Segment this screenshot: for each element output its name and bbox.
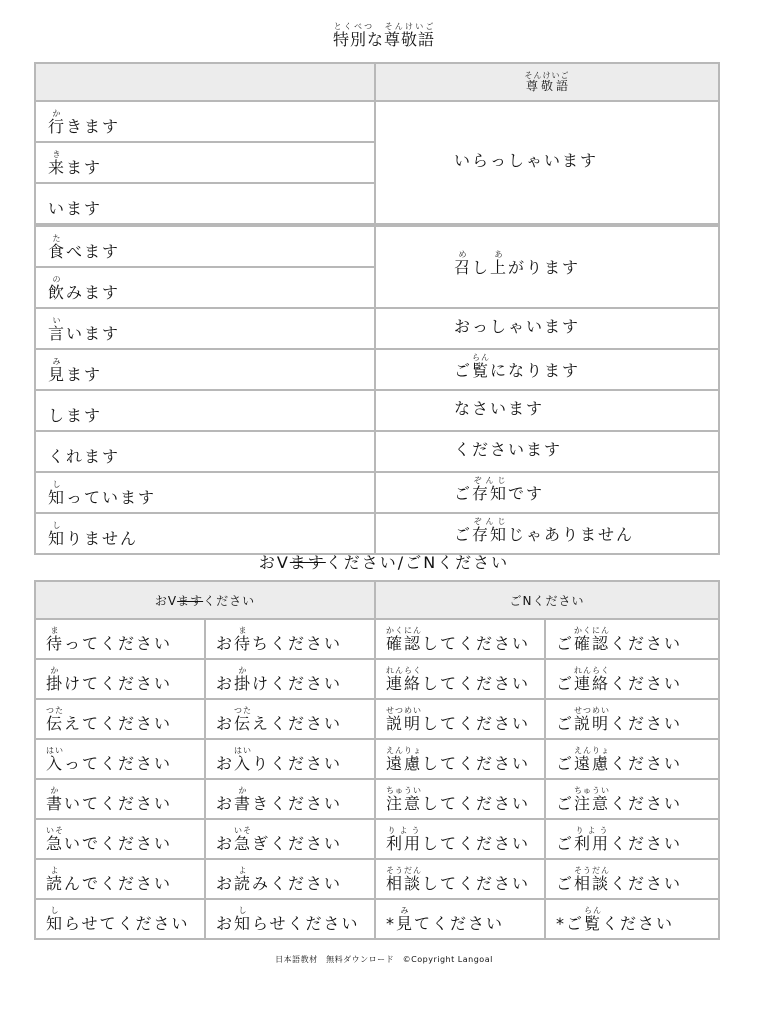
noun-te-cell: 確認かくにんしてください: [375, 619, 545, 659]
section-title: おVますください/ごNください: [258, 553, 510, 572]
o-form-cell: お書かきください: [205, 779, 375, 819]
noun-te-cell: 遠慮えんりょしてください: [375, 739, 545, 779]
honorific-cell: ご覧らんになります: [375, 349, 719, 390]
plain-verb-cell: 来きます: [35, 142, 375, 183]
honorific-cell: いらっしゃいます: [375, 101, 719, 225]
table-row: [35, 225, 719, 267]
noun-te-cell: 説明せつめいしてください: [375, 699, 545, 739]
copyright-footer: 日本語教材 無料ダウンロード ©Copyright Langoal: [275, 955, 493, 964]
go-form-cell: *ご覧らんください: [545, 899, 719, 939]
page-title: 特別な尊敬語とくべつ そんけいご: [332, 22, 435, 49]
o-form-cell: お入はいりください: [205, 739, 375, 779]
go-form-cell: ご確認かくにんください: [545, 619, 719, 659]
plain-verb-cell: 見みます: [35, 349, 375, 390]
table-row: [35, 431, 719, 472]
te-form-cell: 入はいってください: [35, 739, 205, 779]
special-honorific-table: [34, 62, 720, 555]
header-go-n-kudasai: ごNください: [375, 581, 719, 619]
table-row: [35, 619, 719, 659]
plain-verb-cell: います: [35, 183, 375, 225]
table-row: [35, 699, 719, 739]
o-form-cell: お待まちください: [205, 619, 375, 659]
plain-verb-cell: します: [35, 390, 375, 431]
table-row: [35, 899, 719, 939]
table-row: [35, 859, 719, 899]
go-form-cell: ご利用りようください: [545, 819, 719, 859]
table-row: [35, 779, 719, 819]
te-form-cell: 知しらせてください: [35, 899, 205, 939]
noun-te-cell: 利用りようしてください: [375, 819, 545, 859]
header-left: [35, 63, 375, 101]
go-form-cell: ご相談そうだんください: [545, 859, 719, 899]
honorific-cell: くださいます: [375, 431, 719, 472]
go-form-cell: ご説明せつめいください: [545, 699, 719, 739]
noun-te-cell: 連絡れんらくしてください: [375, 659, 545, 699]
te-form-cell: 急いそいでください: [35, 819, 205, 859]
te-form-cell: 待まってください: [35, 619, 205, 659]
te-form-cell: 読よんでください: [35, 859, 205, 899]
te-form-cell: 書かいてください: [35, 779, 205, 819]
go-form-cell: ご遠慮えんりょください: [545, 739, 719, 779]
table-row: [35, 390, 719, 431]
header-row: [35, 63, 719, 101]
request-form-table: [34, 580, 720, 940]
o-form-cell: お知しらせください: [205, 899, 375, 939]
table-row: [35, 308, 719, 349]
honorific-cell: ご存知ぞんじです: [375, 472, 719, 513]
o-form-cell: お急いそぎください: [205, 819, 375, 859]
plain-verb-cell: 飲のみます: [35, 267, 375, 308]
plain-verb-cell: 知しりません: [35, 513, 375, 554]
honorific-cell: ご存知ぞんじじゃありません: [375, 513, 719, 554]
table-row: [35, 472, 719, 513]
plain-verb-cell: 知しっています: [35, 472, 375, 513]
table-row: [35, 739, 719, 779]
noun-te-cell: 相談そうだんしてください: [375, 859, 545, 899]
te-form-cell: 掛かけてください: [35, 659, 205, 699]
te-form-cell: 伝つたえてください: [35, 699, 205, 739]
go-form-cell: ご連絡れんらくください: [545, 659, 719, 699]
plain-verb-cell: くれます: [35, 431, 375, 472]
honorific-cell: なさいます: [375, 390, 719, 431]
noun-te-cell: *見みてください: [375, 899, 545, 939]
table-row: [35, 101, 719, 142]
header-o-v-kudasai: おVますください: [35, 581, 375, 619]
table-row: [35, 819, 719, 859]
o-form-cell: お伝つたえください: [205, 699, 375, 739]
o-form-cell: お読よみください: [205, 859, 375, 899]
header-row: [35, 581, 719, 619]
table-row: [35, 513, 719, 554]
honorific-cell: 召めし上あがります: [375, 225, 719, 308]
noun-te-cell: 注意ちゅういしてください: [375, 779, 545, 819]
honorific-cell: おっしゃいます: [375, 308, 719, 349]
plain-verb-cell: 食たべます: [35, 225, 375, 267]
header-honorific: 尊敬語そんけいご: [375, 63, 719, 101]
go-form-cell: ご注意ちゅういください: [545, 779, 719, 819]
table-row: [35, 659, 719, 699]
table-row: [35, 349, 719, 390]
o-form-cell: お掛かけください: [205, 659, 375, 699]
plain-verb-cell: 言いいます: [35, 308, 375, 349]
plain-verb-cell: 行かきます: [35, 101, 375, 142]
